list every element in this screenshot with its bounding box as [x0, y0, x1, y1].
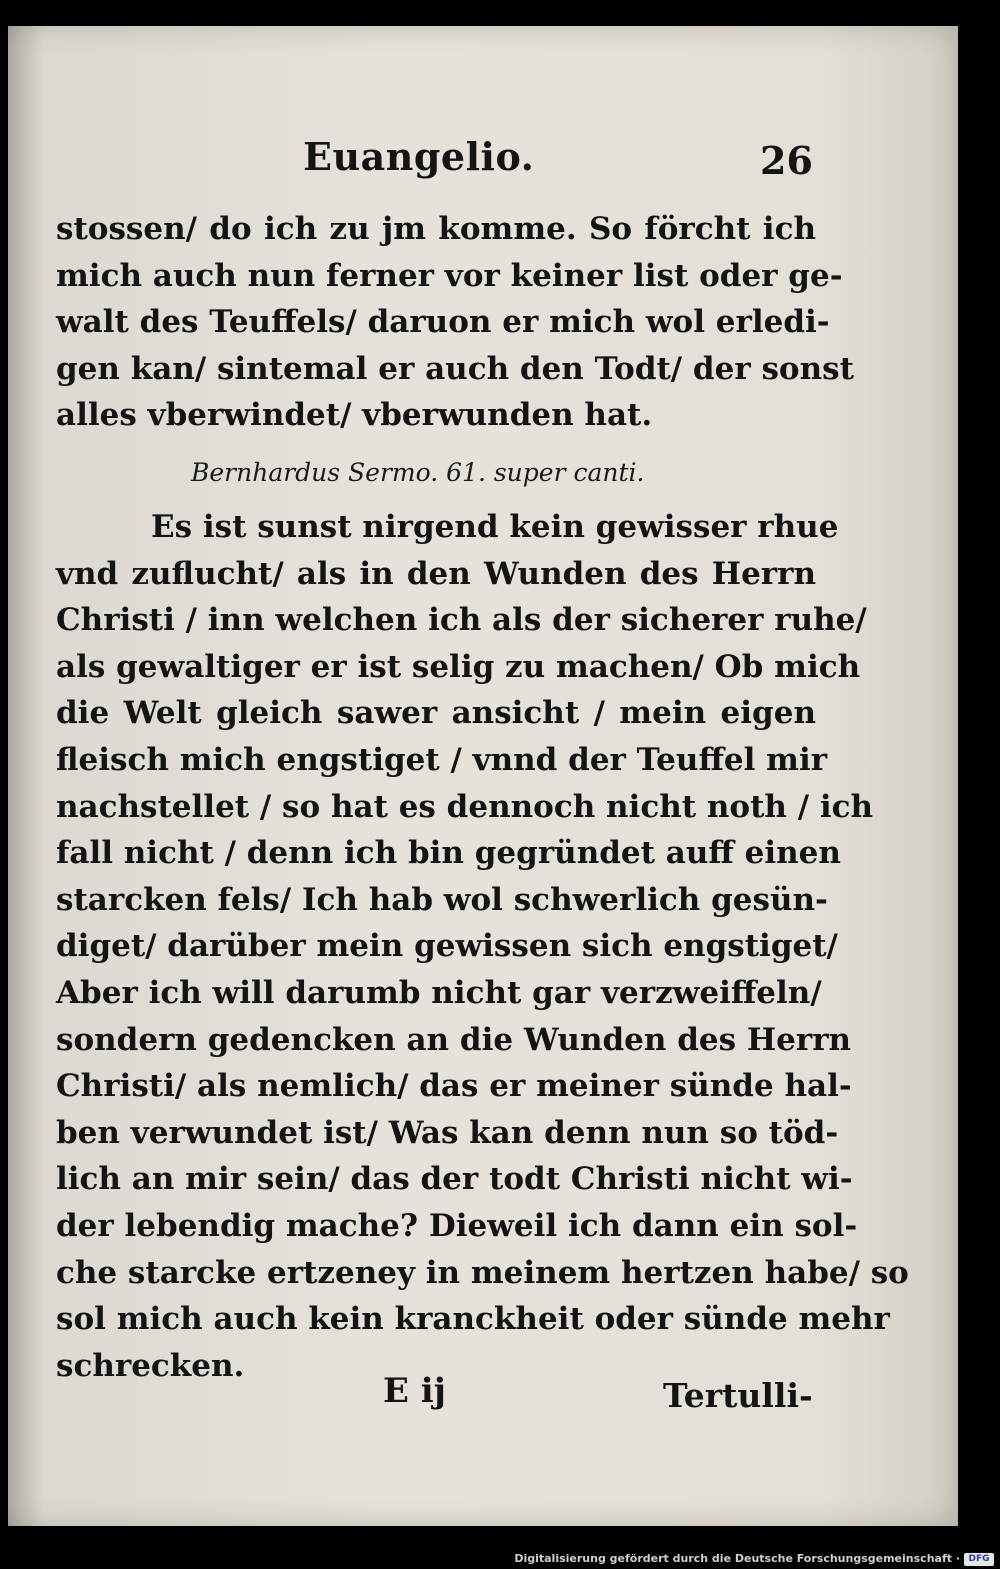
- running-head: Euangelio.: [303, 134, 535, 179]
- text-line: Aber ich will darumb nicht gar verzweiffeln/: [56, 974, 822, 1011]
- book-page: [8, 26, 958, 1526]
- text-line: stossen/ do ich zu jm komme. So förcht ich: [56, 211, 816, 247]
- text-line: schrecken.: [56, 1347, 245, 1384]
- digitization-credit: Digitalisierung gefördert durch die Deutsche Forschungsgemeinschaft ·: [514, 1552, 960, 1565]
- text-line: mich auch nun ferner vor keiner list oder ge-: [56, 257, 843, 294]
- text-line: fleisch mich engstiget / vnnd der Teuffel mir: [56, 741, 828, 778]
- paragraph-2: [56, 504, 909, 1389]
- dfg-logo-icon: DFG: [964, 1553, 994, 1566]
- signature-mark: E ij: [383, 1371, 446, 1411]
- text-line: che starcke ertzeney in meinem hertzen habe/ so: [56, 1254, 909, 1291]
- text-line: gen kan/ sintemal er auch den Todt/ der sonst: [56, 350, 854, 387]
- text-line: alles vberwindet/ vberwunden hat.: [56, 397, 653, 434]
- text-line: Christi / inn welchen ich als der sicherer ruhe/: [56, 602, 867, 639]
- text-line: Christi/ als nemlich/ das er meiner sünde hal-: [56, 1068, 852, 1105]
- text-line: nachstellet / so hat es dennoch nicht noth / ich: [56, 788, 874, 825]
- text-line: sol mich auch kein kranckheit oder sünde mehr: [56, 1301, 890, 1338]
- text-line: die Welt gleich sawer ansicht / mein eigen: [56, 695, 816, 732]
- text-line: ben verwundet ist/ Was kan denn nun so töd-: [56, 1114, 839, 1151]
- text-line: diget/ darüber mein gewissen sich engstiget/: [56, 928, 838, 965]
- page-number: 26: [760, 138, 813, 183]
- text-line: der lebendig mache? Dieweil ich dann ein sol-: [56, 1207, 858, 1244]
- paragraph-1: [56, 206, 854, 439]
- text-line: sondern gedencken an die Wunden des Herrn: [56, 1021, 852, 1058]
- text-line: als gewaltiger er ist selig zu machen/ Ob mich: [56, 648, 861, 685]
- text-line: fall nicht / denn ich bin gegründet auff einen: [56, 835, 841, 872]
- catchword: Tertulli-: [663, 1376, 813, 1415]
- text-line: starcken fels/ Ich hab wol schwerlich gesün-: [56, 881, 828, 918]
- text-line: Es ist sunst nirgend kein gewisser rhue: [151, 509, 839, 545]
- text-line: vnd zuflucht/ als in den Wunden des Herrn: [56, 555, 816, 592]
- citation: Bernhardus Sermo. 61. super canti.: [191, 458, 645, 487]
- text-line: walt des Teuffels/ daruon er mich wol erledi-: [56, 304, 830, 341]
- text-line: lich an mir sein/ das der todt Christi nicht wi-: [56, 1161, 853, 1198]
